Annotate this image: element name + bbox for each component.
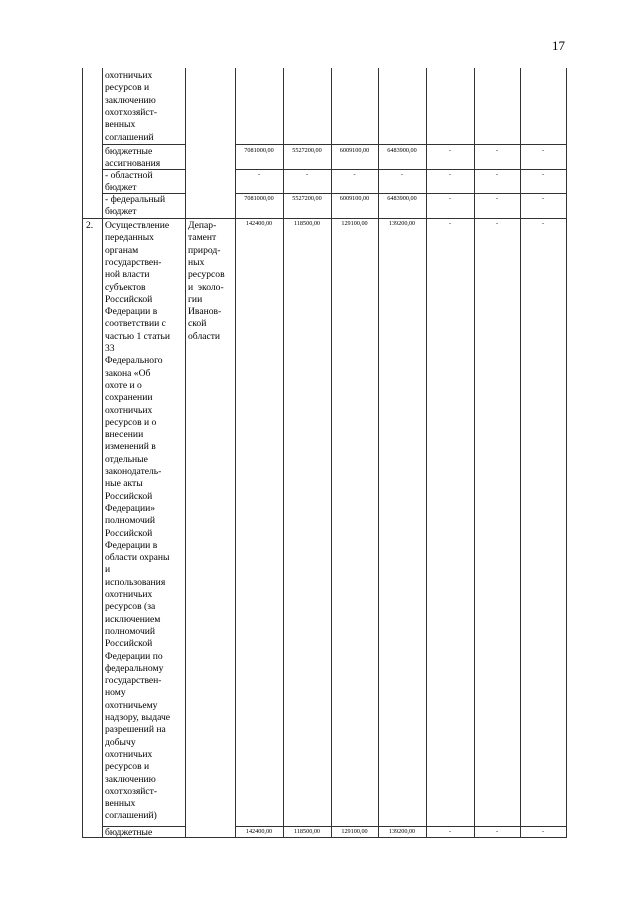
budget-cell: - — [495, 195, 499, 202]
item-name-line: государствен- — [105, 256, 162, 268]
budget-cell: - — [448, 828, 452, 835]
budget-cell: - — [448, 195, 452, 202]
item-name-line: ресурсов и — [105, 82, 150, 94]
funding-source-line: бюджетные — [105, 146, 153, 157]
item-name-line: заключению — [105, 94, 156, 106]
item-name-line: 33 — [105, 343, 115, 354]
budget-cell: 129100,00 — [341, 220, 368, 227]
budget-cell: 142400,00 — [245, 220, 273, 227]
column-rule-8 — [474, 68, 475, 837]
budget-cell: - — [448, 220, 452, 227]
budget-cell: - — [495, 171, 499, 178]
item-name-line: соглашений — [105, 131, 154, 143]
item-name-line: субъектов — [105, 281, 146, 293]
item-name-line: охотничьих — [105, 404, 153, 416]
item-name-line: Российской — [105, 293, 153, 305]
column-rule-6 — [378, 68, 379, 837]
row-rule-1 — [102, 144, 186, 145]
item-name-line: ресурсов и о — [105, 416, 157, 428]
budget-cell: - — [541, 828, 545, 835]
item-name-line: федеральному — [105, 662, 164, 674]
budget-cell: 6009100,00 — [339, 195, 370, 202]
item-name-line: охотхозяйст- — [105, 106, 158, 118]
item-name-line: охотничьему — [105, 699, 158, 711]
column-rule-5 — [331, 68, 332, 837]
item-name-line: добычу — [105, 736, 136, 748]
budget-cell: - — [400, 171, 404, 178]
budget-cell: 7081000,00 — [244, 195, 274, 202]
item-name-line: Федерации в — [105, 539, 158, 551]
item-name-line: надзору, выдаче — [105, 712, 171, 723]
item-name-line: изменений в — [105, 441, 156, 453]
executor-line: тамент — [188, 232, 217, 244]
executor-line: ресурсов — [188, 269, 225, 281]
budget-cell: - — [541, 220, 545, 227]
column-rule-4 — [283, 68, 284, 837]
executor-line: Депар- — [188, 220, 217, 231]
column-rule-9 — [520, 68, 521, 837]
funding-source-line: - федеральный — [105, 194, 166, 205]
item-name-line: Федерации» — [105, 502, 156, 514]
budget-cell: - — [541, 147, 545, 154]
item-name-line: ному — [105, 687, 126, 699]
budget-cell: - — [257, 171, 261, 178]
budget-cell: 7081000,00 — [244, 147, 274, 154]
budget-cell: - — [448, 171, 452, 178]
funding-source-line: - областной — [105, 170, 153, 181]
column-rule-10 — [566, 68, 567, 837]
row-rule-0 — [82, 837, 567, 838]
executor-line: ской — [188, 318, 207, 330]
item-name-line: заключению — [105, 773, 156, 785]
item-name-line: исключением — [105, 613, 161, 625]
executor-line: гии — [188, 293, 203, 305]
funding-source-line: бюджет — [105, 182, 137, 194]
budget-cell: - — [495, 828, 499, 835]
item-name-line: Российской — [105, 638, 153, 650]
budget-cell: 6009100,00 — [339, 147, 370, 154]
item-name-line: области охраны — [105, 552, 170, 564]
budget-cell: 118500,00 — [293, 220, 321, 227]
item-name-line: ные акты — [105, 478, 143, 490]
item-name-line: охотничьих — [105, 70, 153, 81]
budget-cell: - — [448, 147, 452, 154]
item-name-line: Российской — [105, 527, 153, 539]
column-rule-1 — [102, 68, 103, 837]
item-name-line: сохранении — [105, 392, 153, 404]
executor-line: ных — [188, 256, 205, 268]
budget-cell: - — [305, 171, 309, 178]
executor-line: Иванов- — [188, 306, 222, 318]
item-name-line: частью 1 статьи — [105, 330, 170, 342]
item-name-line: государствен- — [105, 675, 162, 687]
budget-cell: 5527200,00 — [292, 147, 322, 154]
item-name-line: Федерации по — [105, 650, 163, 662]
item-name-line: соответствии с — [105, 318, 166, 330]
column-rule-3 — [235, 68, 236, 837]
item-name-line: Федерального — [105, 355, 163, 367]
budget-cell: - — [495, 147, 499, 154]
item-name-line: и — [105, 564, 111, 576]
executor-line: природ- — [188, 244, 221, 256]
budget-cell: - — [353, 171, 356, 178]
item-name-line: соглашений) — [105, 810, 157, 822]
row-rule-2 — [235, 144, 567, 145]
item-name-line: использования — [105, 576, 166, 588]
budget-cell: - — [541, 171, 545, 178]
item-name-line: охотхозяйст- — [105, 785, 158, 797]
budget-cell: - — [495, 220, 499, 227]
page-number: 17 — [552, 38, 565, 53]
executor-line: области — [188, 330, 221, 342]
funding-source-line: бюджет — [105, 206, 137, 218]
item-name-line: охотничьих — [105, 748, 153, 760]
budget-cell: 118500,00 — [293, 828, 321, 835]
budget-cell: 129100,00 — [341, 828, 368, 835]
row-rule-7 — [82, 218, 567, 219]
column-rule-0 — [82, 68, 83, 837]
row-rule-9 — [235, 826, 567, 827]
item-name-line: ной власти — [105, 269, 150, 281]
item-name-line: закона «Об — [105, 367, 151, 379]
item-name-line: законодатель- — [105, 466, 162, 477]
budget-cell: 6483900,00 — [387, 147, 417, 154]
row-rule-6 — [235, 193, 567, 194]
item-name-line: отдельные — [105, 453, 148, 465]
item-name-line: венных — [105, 798, 136, 810]
item-name-line: Российской — [105, 490, 153, 502]
row-rule-4 — [235, 169, 567, 170]
item-name-line: ресурсов (за — [105, 601, 156, 613]
item-name-line: охотничьих — [105, 589, 153, 600]
column-rule-2 — [185, 68, 186, 837]
column-rule-7 — [426, 68, 427, 837]
item-name-line: ресурсов и — [105, 761, 150, 773]
item-name-line: полномочий — [105, 625, 156, 637]
item-name-line: Федерации в — [105, 306, 158, 318]
budget-cell: 139200,00 — [388, 220, 416, 227]
executor-line: и эколо- — [188, 281, 224, 293]
item-name-line: переданных — [105, 232, 154, 244]
item-name-line: Осуществление — [105, 220, 170, 231]
item-name-line: полномочий — [105, 515, 156, 527]
item-name-line: венных — [105, 119, 136, 131]
item-name-line: охоте и о — [105, 379, 142, 391]
funding-source-line: ассигнования — [105, 158, 161, 170]
item-name-line: внесении — [105, 429, 144, 441]
budget-cell: 142400,00 — [245, 828, 273, 835]
item-name-line: органам — [105, 244, 139, 256]
row-number: 2. — [86, 220, 94, 231]
budget-cell: - — [541, 195, 545, 202]
budget-cell: 5527200,00 — [292, 195, 322, 202]
item-name-line: разрешений на — [105, 724, 166, 736]
funding-source-line: бюджетные — [105, 827, 153, 838]
budget-cell: 139200,00 — [388, 828, 416, 835]
budget-cell: 6483900,00 — [387, 195, 417, 202]
